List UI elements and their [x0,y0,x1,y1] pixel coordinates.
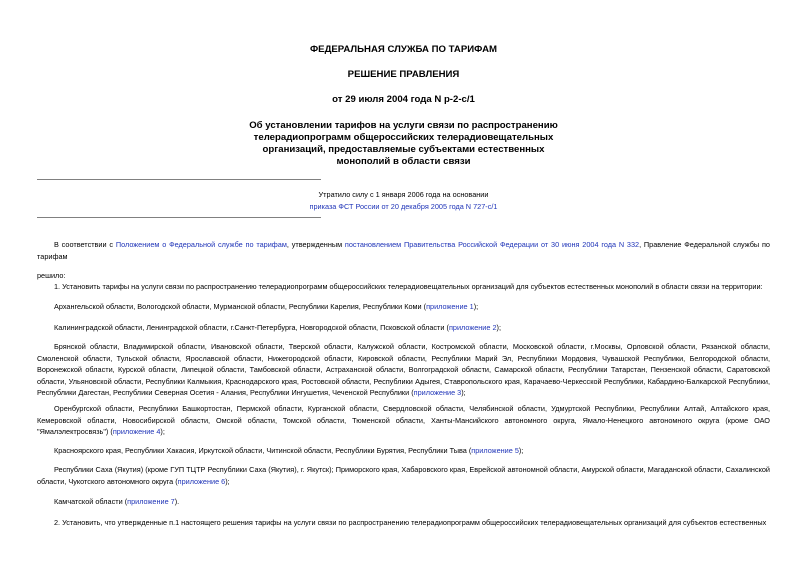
region-paragraph-7 [37,496,770,508]
region-tail: ); [225,476,230,486]
region-paragraph-3 [37,341,770,399]
appendix-7-link[interactable]: приложение 7 [127,497,175,506]
region-paragraph-1 [37,301,770,313]
appendix-1-link[interactable]: приложение 1 [426,302,474,311]
region-tail: ); [518,446,524,455]
document-subject: Об установлении тарифов на услуги связи по распространению телерадиопрограмм общероссийских телерадиовещательных организаций, предоставляемые субъектами естественных монополий в области связи [249,120,558,167]
region-text: Красноярского края, Республики Хакасия, Иркутской области, Читинской области, Республики Бурятия, Республики Тыва ( [54,446,472,455]
document-date-number: от 29 июля 2004 года N р-2-с/1 [332,94,475,105]
government-decree-link[interactable]: постановлением Правительства Российской Федерации от 30 июня 2004 года N 332 [344,240,640,249]
region-tail: ); [461,388,466,398]
preamble-paragraph [37,239,770,262]
appendix-6-link[interactable]: приложение 6 [177,476,226,486]
divider-bottom [37,217,321,218]
region-paragraph-4 [37,403,770,438]
agency-title: ФЕДЕРАЛЬНАЯ СЛУЖБА ПО ТАРИФАМ [309,44,498,55]
preamble-text-1: В соответствии с [54,240,116,249]
appendix-4-link[interactable]: приложение 4 [112,427,161,437]
appendix-5-link[interactable]: приложение 5 [471,446,519,455]
region-tail: ); [496,323,501,332]
region-text: Брянской области, Владимирской области, Ивановской области, Тверской области, Калужской области, Костромской области, Московской области, г.Москвы, Орловской области, Рязанской области, Смоленской области, Тульской области, Ярославской области, Нижегородской области, Кировской области, Республики Марий Эл, Республики Мордовия, Чувашской Республики, Белгородской области, Воронежской области, Курской области, Липецкой области, Тамбовской области, Астраханской области, Волгоградской области, Самарской области, Республики Татарстан, Пензенской области, Саратовской области, Ульяновской области, Республики Калмыкия, Краснодарского края, Ростовской области, Республики Адыгея, Ставропольского края, Карачаево-Черкесской Республики, Кабардино-Балкарской Республики, Республики Дагестан, Республики Северная Осетия - Алания, Республики Ингушетия, Чеченской Республики ( [37,342,770,398]
regulation-link[interactable]: Положением о Федеральной службе по тарифам [115,240,287,249]
document-type: РЕШЕНИЕ ПРАВЛЕНИЯ [347,69,460,80]
region-text: Архангельской области, Вологодской области, Мурманской области, Республики Карелия, Республики Коми ( [54,302,427,311]
region-text: Оренбургской области, Республики Башкортостан, Пермской области, Курганской области, Свердловской области, Челябинской области, Удмуртской Республики, Республики Алтай, Алтайского края, Кемеровской области, Новосибирской области, Омской области, Томской области, Тюменской области, Ханты-Мансийского автономного округа, Ямало-Ненецкого автономного округа (кроме ОАО "Ямалэлектросвязь") ( [37,404,770,437]
region-tail: ); [160,427,165,437]
divider-top [37,179,321,180]
lapse-notice: Утратило силу с 1 января 2006 года на основании [318,190,489,199]
item-1-paragraph: 1. Установить тарифы на услуги связи по распространению телерадиопрограмм общероссийских телерадиовещательных организаций для субъектов естественных монополий в области связи на территории: [54,282,763,291]
region-text: Республики Саха (Якутия) (кроме ГУП ТЦТР Республики Саха (Якутия), г. Якутск); Приморского края, Хабаровского края, Еврейской автономной области, Амурской области, Магаданской области, Сахалинской области, Чукотского автономного округа ( [37,465,770,486]
region-text: Калининградской области, Ленинградской области, г.Санкт-Петербурга, Новгородской области, Псковской области ( [54,323,449,332]
lapse-notice-link-line [0,201,807,213]
appendix-2-link[interactable]: приложение 2 [448,323,497,332]
preamble-text-2: , утвержденным [286,240,345,249]
appendix-3-link[interactable]: приложение 3 [413,388,462,398]
preamble-text-3: , Правление Федеральной службы по тарифам [37,240,770,261]
region-tail: ); [473,302,479,311]
region-tail: ). [174,497,180,506]
region-paragraph-5 [37,445,770,457]
item-2-paragraph: 2. Установить, что утвержденные п.1 настоящего решения тарифы на услуги связи по распространению телерадиопрограмм общероссийских телерадиовещательных организаций для субъектов естественных [54,518,767,527]
region-paragraph-6 [37,464,770,487]
region-text: Камчатской области ( [54,497,128,506]
region-paragraph-2 [37,322,770,334]
decided-label: решило: [37,271,66,280]
lapse-order-link[interactable]: приказа ФСТ России от 20 декабря 2005 года N 727-с/1 [309,202,498,211]
